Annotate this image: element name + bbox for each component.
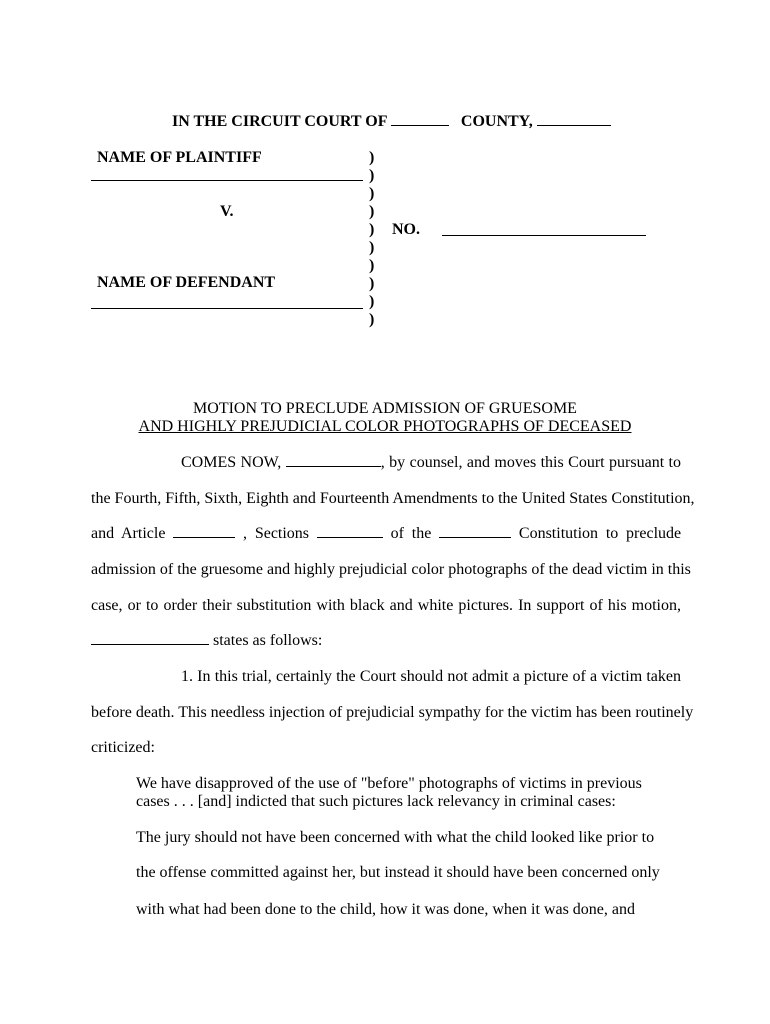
- motion-title-line-1: MOTION TO PRECLUDE ADMISSION OF GRUESOME: [193, 400, 577, 417]
- court-prefix: IN THE CIRCUIT COURT OF: [172, 113, 387, 130]
- caption-paren: ): [369, 149, 375, 166]
- court-header: [172, 113, 611, 131]
- case-number-label: NO.: [392, 221, 420, 238]
- quote-line-2: cases . . . [and] indicted that such pictures lack relevancy in criminal cases:: [136, 793, 616, 810]
- sections-number-blank: [317, 525, 383, 538]
- constitution-text: Constitution to preclude: [518, 525, 682, 542]
- paragraph-1-line-1: [181, 454, 681, 472]
- states-as-follows-text: states as follows:: [213, 632, 323, 649]
- caption-paren: ): [369, 221, 375, 238]
- county-name-blank: [391, 113, 449, 126]
- paragraph-1-line-2: the Fourth, Fifth, Sixth, Eighth and Fourteenth Amendments to the United States Constitution,: [91, 490, 695, 507]
- caption-paren: ): [369, 185, 375, 202]
- caption-paren: ): [369, 167, 375, 184]
- paragraph-2-line-1: 1. In this trial, certainly the Court should not admit a picture of a victim taken: [181, 668, 681, 685]
- quote-line-5: with what had been done to the child, how it was done, when it was done, and: [136, 901, 635, 918]
- caption-paren: ): [369, 203, 375, 220]
- defendant-label: NAME OF DEFENDANT: [97, 274, 276, 291]
- article-number-blank: [173, 525, 235, 538]
- sections-text: , Sections: [243, 525, 310, 542]
- comes-now-text: COMES NOW,: [181, 454, 282, 471]
- state-name-blank: [537, 113, 611, 126]
- quote-line-1: We have disapproved of the use of "before" photographs of victims in previous: [136, 775, 642, 792]
- paragraph-1-line-3: [91, 525, 681, 543]
- plaintiff-label: NAME OF PLAINTIFF: [97, 149, 262, 166]
- defendant-signature-line: [91, 308, 363, 309]
- paragraph-2-line-3: criticized:: [91, 739, 155, 756]
- versus-label: V.: [220, 203, 234, 220]
- movant-name-blank: [286, 454, 381, 467]
- paragraph-2-line-2: before death. This needless injection of prejudicial sympathy for the victim has been routinely: [91, 704, 694, 721]
- caption-paren: ): [369, 257, 375, 274]
- quote-line-4: the offense committed against her, but instead it should have been concerned only: [136, 864, 660, 881]
- plaintiff-signature-line: [91, 180, 363, 181]
- case-number-blank: [442, 235, 646, 236]
- by-counsel-text: , by counsel, and moves this Court pursuant to: [380, 454, 682, 471]
- motion-title-line-2: AND HIGHLY PREJUDICIAL COLOR PHOTOGRAPHS OF DECEASED: [138, 418, 632, 435]
- and-article-text: and Article: [91, 525, 166, 542]
- paragraph-1-line-5: case, or to order their substitution with black and white pictures. In support of his motion,: [91, 597, 681, 614]
- caption-paren: ): [369, 293, 375, 310]
- caption-paren: ): [369, 311, 375, 328]
- state-constitution-blank: [439, 525, 511, 538]
- paragraph-1-line-6: [91, 632, 681, 650]
- movant-name-blank-2: [91, 632, 209, 645]
- county-label: COUNTY,: [460, 113, 533, 130]
- quote-line-3: The jury should not have been concerned with what the child looked like prior to: [136, 829, 655, 846]
- caption-paren: ): [369, 275, 375, 292]
- caption-paren: ): [369, 239, 375, 256]
- paragraph-1-line-4: admission of the gruesome and highly prejudicial color photographs of the dead victim in this: [91, 561, 691, 578]
- of-the-text: of the: [390, 525, 432, 542]
